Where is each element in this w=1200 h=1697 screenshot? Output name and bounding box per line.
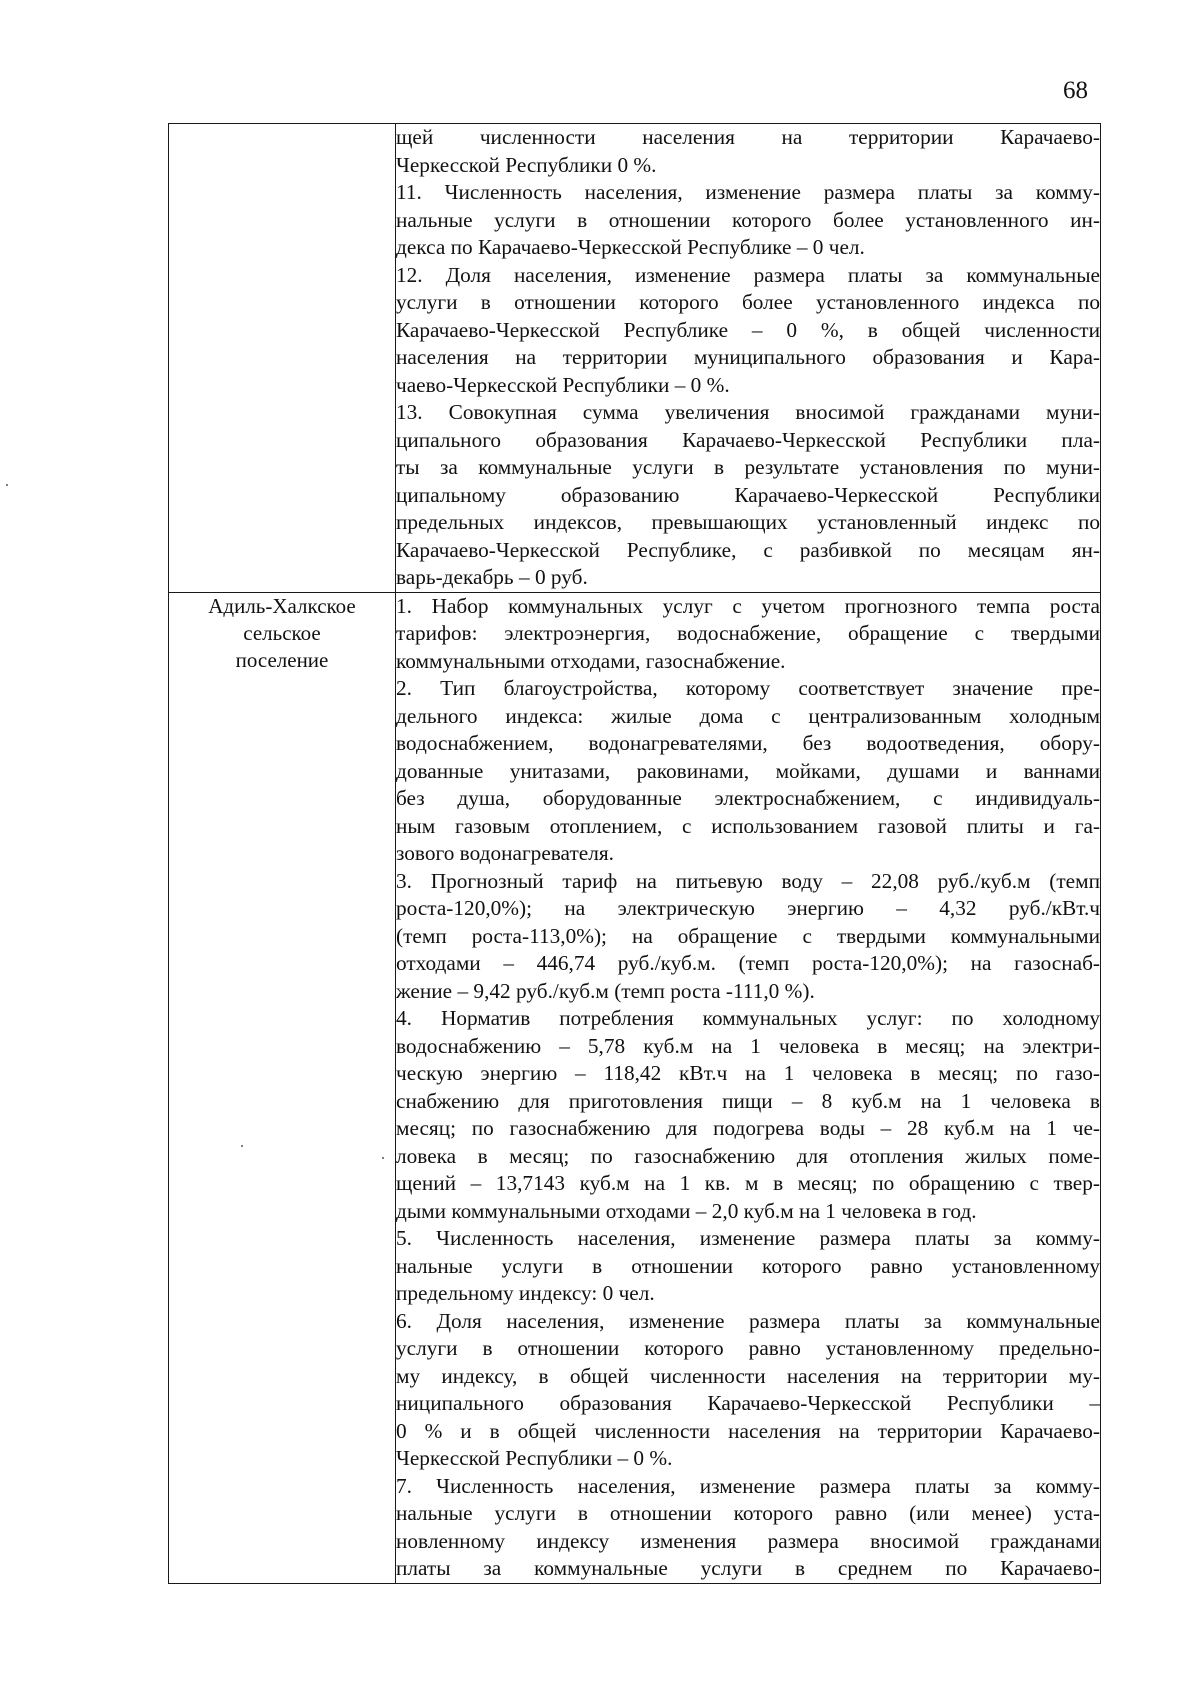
text-line: Черкесской Республики – 0 %. [396, 1446, 673, 1470]
text-line: тарифов: электроэнергия, водоснабжение, обращение с твердыми [396, 621, 1100, 645]
indicator-text-cell [396, 592, 1101, 1583]
text-line: 11. Численность населения, изменение размера платы за комму- [396, 180, 1100, 204]
text-line: (темп роста-113,0%); на обращение с твердыми коммунальными [396, 923, 1100, 948]
text-line: нальные услуги в отношении которого равно установленному [396, 1253, 1100, 1278]
text-line: ловека в месяц; по газоснабжению для отопления жилых поме- [396, 1143, 1100, 1168]
text-line: ниципального образования Карачаево-Черкесской Республики – [396, 1391, 1100, 1415]
text-line: населения на территории муниципального образования и Кара- [396, 345, 1100, 369]
scan-speck [382, 1157, 384, 1159]
text-line: нальные услуги в отношении которого более установленного ин- [396, 207, 1100, 232]
text-line: платы за коммунальные услуги в среднем по Карачаево- [396, 1556, 1100, 1580]
table-row [169, 592, 1101, 1583]
text-line: варь-декабрь – 0 руб. [396, 565, 588, 589]
text-line: 3. Прогнозный тариф на питьевую воду – 22,08 руб./куб.м (темп [396, 868, 1100, 893]
text-line: Черкесской Республики 0 %. [396, 152, 657, 177]
scan-speck [241, 1145, 243, 1147]
settlement-name-line: Адиль-Халкское [208, 593, 356, 618]
text-line: щей численности населения на территории Карачаево- [396, 125, 1100, 149]
text-line: дельного индекса: жилые дома с централизованным холодным [396, 703, 1100, 728]
table-row [169, 124, 1101, 593]
text-line: щений – 13,7143 куб.м на 1 кв. м в месяц; по обращению с твер- [396, 1171, 1100, 1195]
text-line: дыми коммунальными отходами – 2,0 куб.м на 1 человека в год. [396, 1198, 977, 1223]
settlement-name-line: сельское [243, 620, 321, 645]
text-line: ципальному образованию Карачаево-Черкесской Республики [396, 482, 1100, 507]
text-line: без душа, оборудованные электроснабжением, с индивидуаль- [396, 786, 1100, 810]
text-line: 1. Набор коммунальных услуг с учетом прогнозного темпа роста [396, 593, 1100, 618]
text-line: коммунальными отходами, газоснабжение. [396, 648, 786, 673]
text-line: услуги в отношении которого равно установленному предельно- [396, 1336, 1100, 1360]
text-line: 0 % и в общей численности населения на территории Карачаево- [396, 1418, 1100, 1443]
text-line: 2. Тип благоустройства, которому соответствует значение пре- [396, 676, 1100, 700]
text-line: месяц; по газоснабжению для подогрева воды – 28 куб.м на 1 че- [396, 1116, 1100, 1140]
document-table [168, 123, 1101, 1584]
text-line: чаево-Черкесской Республики – 0 %. [396, 372, 730, 397]
text-line: Карачаево-Черкесской Республике, с разбивкой по месяцам ян- [396, 537, 1100, 562]
text-line: предельному индексу: 0 чел. [396, 1281, 655, 1305]
text-line: снабжению для приготовления пищи – 8 куб.м на 1 человека в [396, 1088, 1100, 1113]
text-line: 6. Доля населения, изменение размера платы за коммунальные [396, 1308, 1100, 1333]
text-line: му индексу, в общей численности населения на территории му- [396, 1363, 1100, 1388]
text-line: новленному индексу изменения размера вносимой гражданами [396, 1528, 1100, 1553]
text-line: 12. Доля населения, изменение размера платы за коммунальные [396, 262, 1100, 287]
text-line: услуги в отношении которого более установленного индекса по [396, 290, 1100, 314]
text-line: 4. Норматив потребления коммунальных услуг: по холодному [396, 1006, 1100, 1030]
text-line: жение – 9,42 руб./куб.м (темп роста -111,0 %). [396, 978, 815, 1003]
settlement-name-cell [169, 592, 396, 1583]
settlement-name-cell [169, 124, 396, 593]
text-line: водоснабжением, водонагревателями, без водоотведения, обору- [396, 731, 1100, 755]
text-line: декса по Карачаево-Черкесской Республике – 0 чел. [396, 235, 865, 259]
text-line: ципального образования Карачаево-Черкесской Республики пла- [396, 427, 1100, 452]
page-number: 68 [1063, 77, 1088, 104]
text-line: 13. Совокупная сумма увеличения вносимой гражданами муни- [396, 400, 1100, 424]
text-line: дованные унитазами, раковинами, мойками, душами и ваннами [396, 758, 1100, 783]
text-line: 5. Численность населения, изменение размера платы за комму- [396, 1226, 1100, 1250]
text-line: нальные услуги в отношении которого равно (или менее) уста- [396, 1501, 1100, 1525]
text-line: ческую энергию – 118,42 кВт.ч на 1 человека в месяц; по газо- [396, 1061, 1100, 1085]
settlement-name-line: поселение [235, 647, 329, 672]
text-line: ты за коммунальные услуги в результате установления по муни- [396, 455, 1100, 479]
text-line: водоснабжению – 5,78 куб.м на 1 человека в месяц; на электри- [396, 1033, 1100, 1058]
scan-speck [6, 484, 8, 486]
text-line: роста-120,0%); на электрическую энергию – 4,32 руб./кВт.ч [396, 896, 1100, 920]
text-line: предельных индексов, превышающих установленный индекс по [396, 510, 1100, 534]
text-line: ным газовым отоплением, с использованием газовой плиты и га- [396, 813, 1100, 838]
text-line: отходами – 446,74 руб./куб.м. (темп роста-120,0%); на газоснаб- [396, 951, 1100, 975]
text-line: зового водонагревателя. [396, 841, 614, 865]
indicator-text-cell [396, 124, 1101, 593]
text-line: 7. Численность населения, изменение размера платы за комму- [396, 1473, 1100, 1498]
text-line: Карачаево-Черкесской Республике – 0 %, в общей численности [396, 317, 1100, 342]
